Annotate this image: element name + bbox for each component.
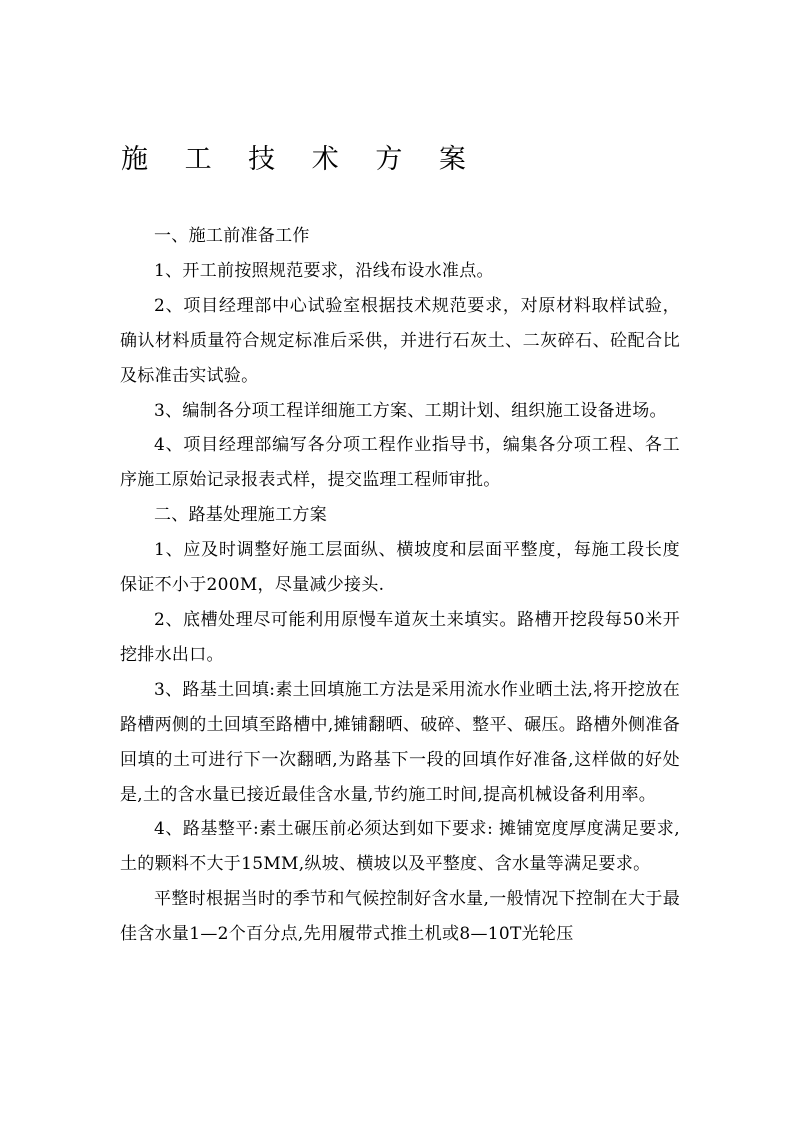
- section-heading: 二、路基处理施工方案: [154, 505, 327, 526]
- paragraph: 平整时根据当时的季节和气候控制好含水量,一般情况下控制在大于最佳含水量1—2个百分点,先用履带式推土机或8—10T光轮压: [120, 889, 680, 945]
- section-heading: 一、施工前准备工作: [154, 226, 310, 246]
- paragraph: 4、路基整平:素土碾压前必须达到如下要求: 摊铺宽度厚度满足要求,土的颗料不大于15MM,纵坡、横坡以及平整度、含水量等满足要求。: [120, 819, 680, 875]
- paragraph: 2、项目经理部中心试验室根据技术规范要求，对原材料取样试验，确认材料质量符合规定标准后采供，并进行石灰土、二灰碎石、砼配合比及标准击实试验。: [120, 295, 680, 386]
- paragraph: 3、路基土回填:素土回填施工方法是采用流水作业晒土法,将开挖放在路槽两侧的土回填至路槽中,摊铺翻晒、破碎、整平、碾压。路槽外侧准备回填的土可进行下一次翻晒,为路基下一段的回填作好准备,这样做的好处是,土的含水量已接近最佳含水量,节约施工时间,提高机械设备利用率。: [120, 679, 680, 805]
- document-title: 施 工 技 术 方 案: [121, 144, 480, 175]
- paragraph: 2、底槽处理尽可能利用原慢车道灰土来填实。路槽开挖段每50米开挖排水出口。: [120, 609, 680, 665]
- document-body: [120, 219, 680, 952]
- paragraph: 1、应及时调整好施工层面纵、横坡度和层面平整度，每施工段长度保证不小于200M，尽量减少接头.: [120, 540, 680, 596]
- paragraph: 4、项目经理部编写各分项工程作业指导书，编集各分项工程、各工序施工原始记录报表式样，提交监理工程师审批。: [120, 435, 680, 491]
- paragraph: 1、开工前按照规范要求，沿线布设水准点。: [154, 260, 494, 281]
- paragraph: 3、编制各分项工程详细施工方案、工期计划、组织施工设备进场。: [154, 400, 667, 421]
